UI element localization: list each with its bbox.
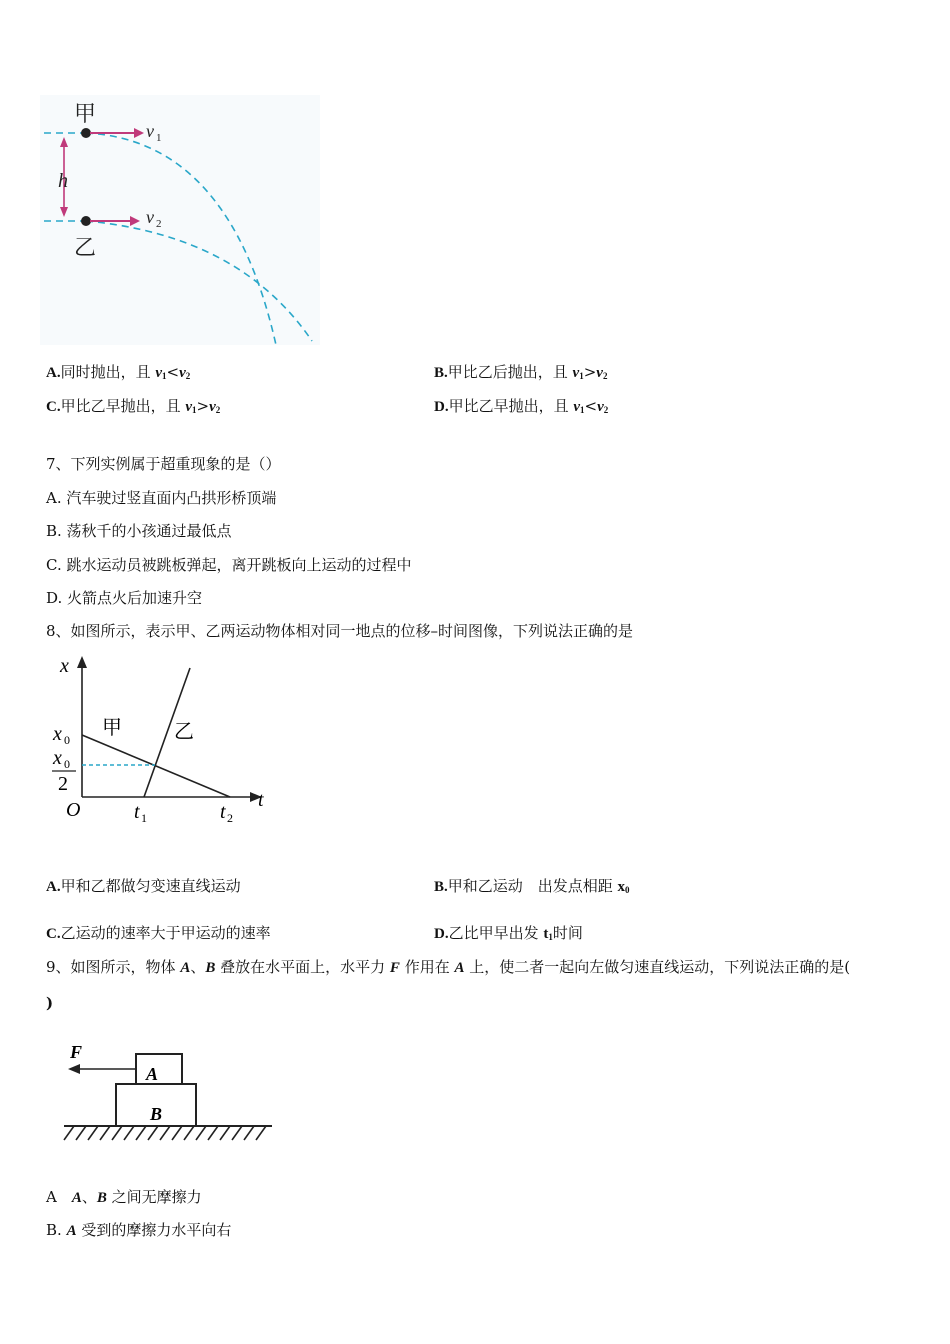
option-text: 乙比甲早出发 (448, 924, 544, 942)
label-t1: t (134, 801, 140, 823)
var-v: v (185, 399, 193, 415)
label-origin: O (66, 799, 81, 821)
option-text: 甲和乙运动 出发点相距 (447, 877, 618, 895)
q8-option-d[interactable] (434, 922, 583, 943)
var-v: v (596, 365, 603, 381)
line-jia (82, 735, 230, 797)
label-force: F (70, 1042, 83, 1062)
q8-option-b[interactable] (434, 875, 630, 896)
option-text: 甲和乙都做匀变速直线运动 (60, 877, 241, 895)
label-v1-sub: 1 (156, 132, 162, 144)
q6-option-a[interactable] (46, 361, 190, 382)
var-v: v (573, 399, 581, 415)
block-a (136, 1054, 182, 1084)
option-letter: D. (434, 926, 449, 942)
var: x (617, 879, 626, 895)
option-text: 同时抛出，且 (60, 363, 156, 381)
option-letter: D. (434, 399, 449, 415)
xt-graph (44, 650, 284, 830)
var: t (543, 926, 549, 942)
label-t1-sub: 1 (141, 811, 147, 825)
op: > (583, 363, 597, 381)
option-text: 甲比乙后抛出，且 (447, 363, 573, 381)
q6-option-c[interactable] (46, 395, 220, 416)
label-block-b: B (150, 1104, 163, 1124)
label-half-den: 2 (58, 773, 68, 795)
op: > (196, 397, 210, 415)
var-v: v (155, 365, 163, 381)
option-letter: C. (46, 926, 61, 942)
blocks-figure (56, 1036, 286, 1146)
label-v1: v (146, 121, 154, 141)
option-text-after: 时间 (552, 924, 583, 942)
var-sub: 1 (579, 371, 584, 381)
label-t2: t (220, 801, 226, 823)
q6-option-b[interactable] (434, 361, 607, 382)
q7-option-a[interactable]: A. 汽车驶过竖直面内凸拱形桥顶端 (46, 489, 277, 507)
option-text: 乙运动的速率大于甲运动的速率 (60, 924, 271, 942)
projectile-diagram (40, 95, 320, 345)
q7-stem: 7、下列实例属于超重现象的是（） (46, 455, 281, 473)
var-sub: 1 (580, 405, 585, 415)
q7-option-c[interactable]: C. 跳水运动员被跳板弹起，离开跳板向上运动的过程中 (46, 556, 412, 574)
var-v: v (597, 399, 604, 415)
projectile-figure (40, 95, 320, 345)
option-text: 甲比乙早抛出，且 (60, 397, 186, 415)
var-sub: 1 (162, 371, 167, 381)
var-v: v (179, 365, 186, 381)
q9-option-a[interactable]: A A、B 之间无摩擦力 (46, 1188, 202, 1206)
axis-label-t: t (258, 789, 264, 811)
label-half-num-sub: 0 (64, 757, 70, 771)
label-t2-sub: 2 (227, 811, 233, 825)
q8-stem: 8、如图所示，表示甲、乙两运动物体相对同一地点的位移–时间图像，下列说法正确的是 (46, 622, 634, 640)
q8-option-a[interactable] (46, 875, 241, 896)
q9-stem-close: ) (46, 994, 54, 1012)
option-text: 甲比乙早抛出，且 (448, 397, 574, 415)
option-letter: B. (434, 365, 448, 381)
label-block-a: A (146, 1064, 159, 1084)
option-letter: C. (46, 399, 61, 415)
label-line-yi: 乙 (174, 721, 194, 743)
ball-jia (81, 128, 91, 138)
q9-option-b[interactable]: B. A 受到的摩擦力水平向右 (46, 1221, 232, 1239)
op: < (166, 363, 180, 381)
var-sub: 2 (215, 405, 221, 415)
label-v2-sub: 2 (156, 218, 162, 230)
label-jia: 甲 (74, 101, 97, 126)
var-sub: 0 (625, 885, 630, 895)
q7-option-d[interactable]: D. 火箭点火后加速升空 (46, 589, 203, 607)
label-x0-sub: 0 (64, 733, 70, 747)
q9-stem: 9、如图所示，物体 A、B 叠放在水平面上，水平力 F 作用在 A 上，使二者一起向左做匀速直线运动，下列说法正确的是( (46, 958, 851, 976)
var-sub: 2 (185, 371, 191, 381)
ground-hatch (64, 1126, 266, 1140)
var-v: v (209, 399, 216, 415)
option-letter: A. (46, 879, 61, 895)
axis-label-x: x (60, 655, 69, 677)
label-yi: 乙 (74, 235, 97, 260)
label-x0: x (53, 723, 62, 745)
ball-yi (81, 216, 91, 226)
q8-option-c[interactable] (46, 922, 271, 943)
var-sub: 1 (192, 405, 197, 415)
blocks-diagram (56, 1036, 286, 1146)
var-sub: 2 (602, 371, 608, 381)
var-sub: 1 (548, 932, 553, 942)
label-line-jia: 甲 (102, 717, 122, 739)
option-letter: B. (434, 879, 448, 895)
op: < (584, 397, 598, 415)
xt-graph-svg (44, 650, 284, 830)
label-half-num: x (53, 747, 62, 769)
label-v2: v (146, 207, 154, 227)
q6-option-d[interactable] (434, 395, 608, 416)
var-v: v (572, 365, 580, 381)
label-h: h (58, 170, 68, 192)
var-sub: 2 (603, 405, 609, 415)
option-letter: A. (46, 365, 61, 381)
q7-option-b[interactable]: B. 荡秋千的小孩通过最低点 (46, 522, 232, 540)
